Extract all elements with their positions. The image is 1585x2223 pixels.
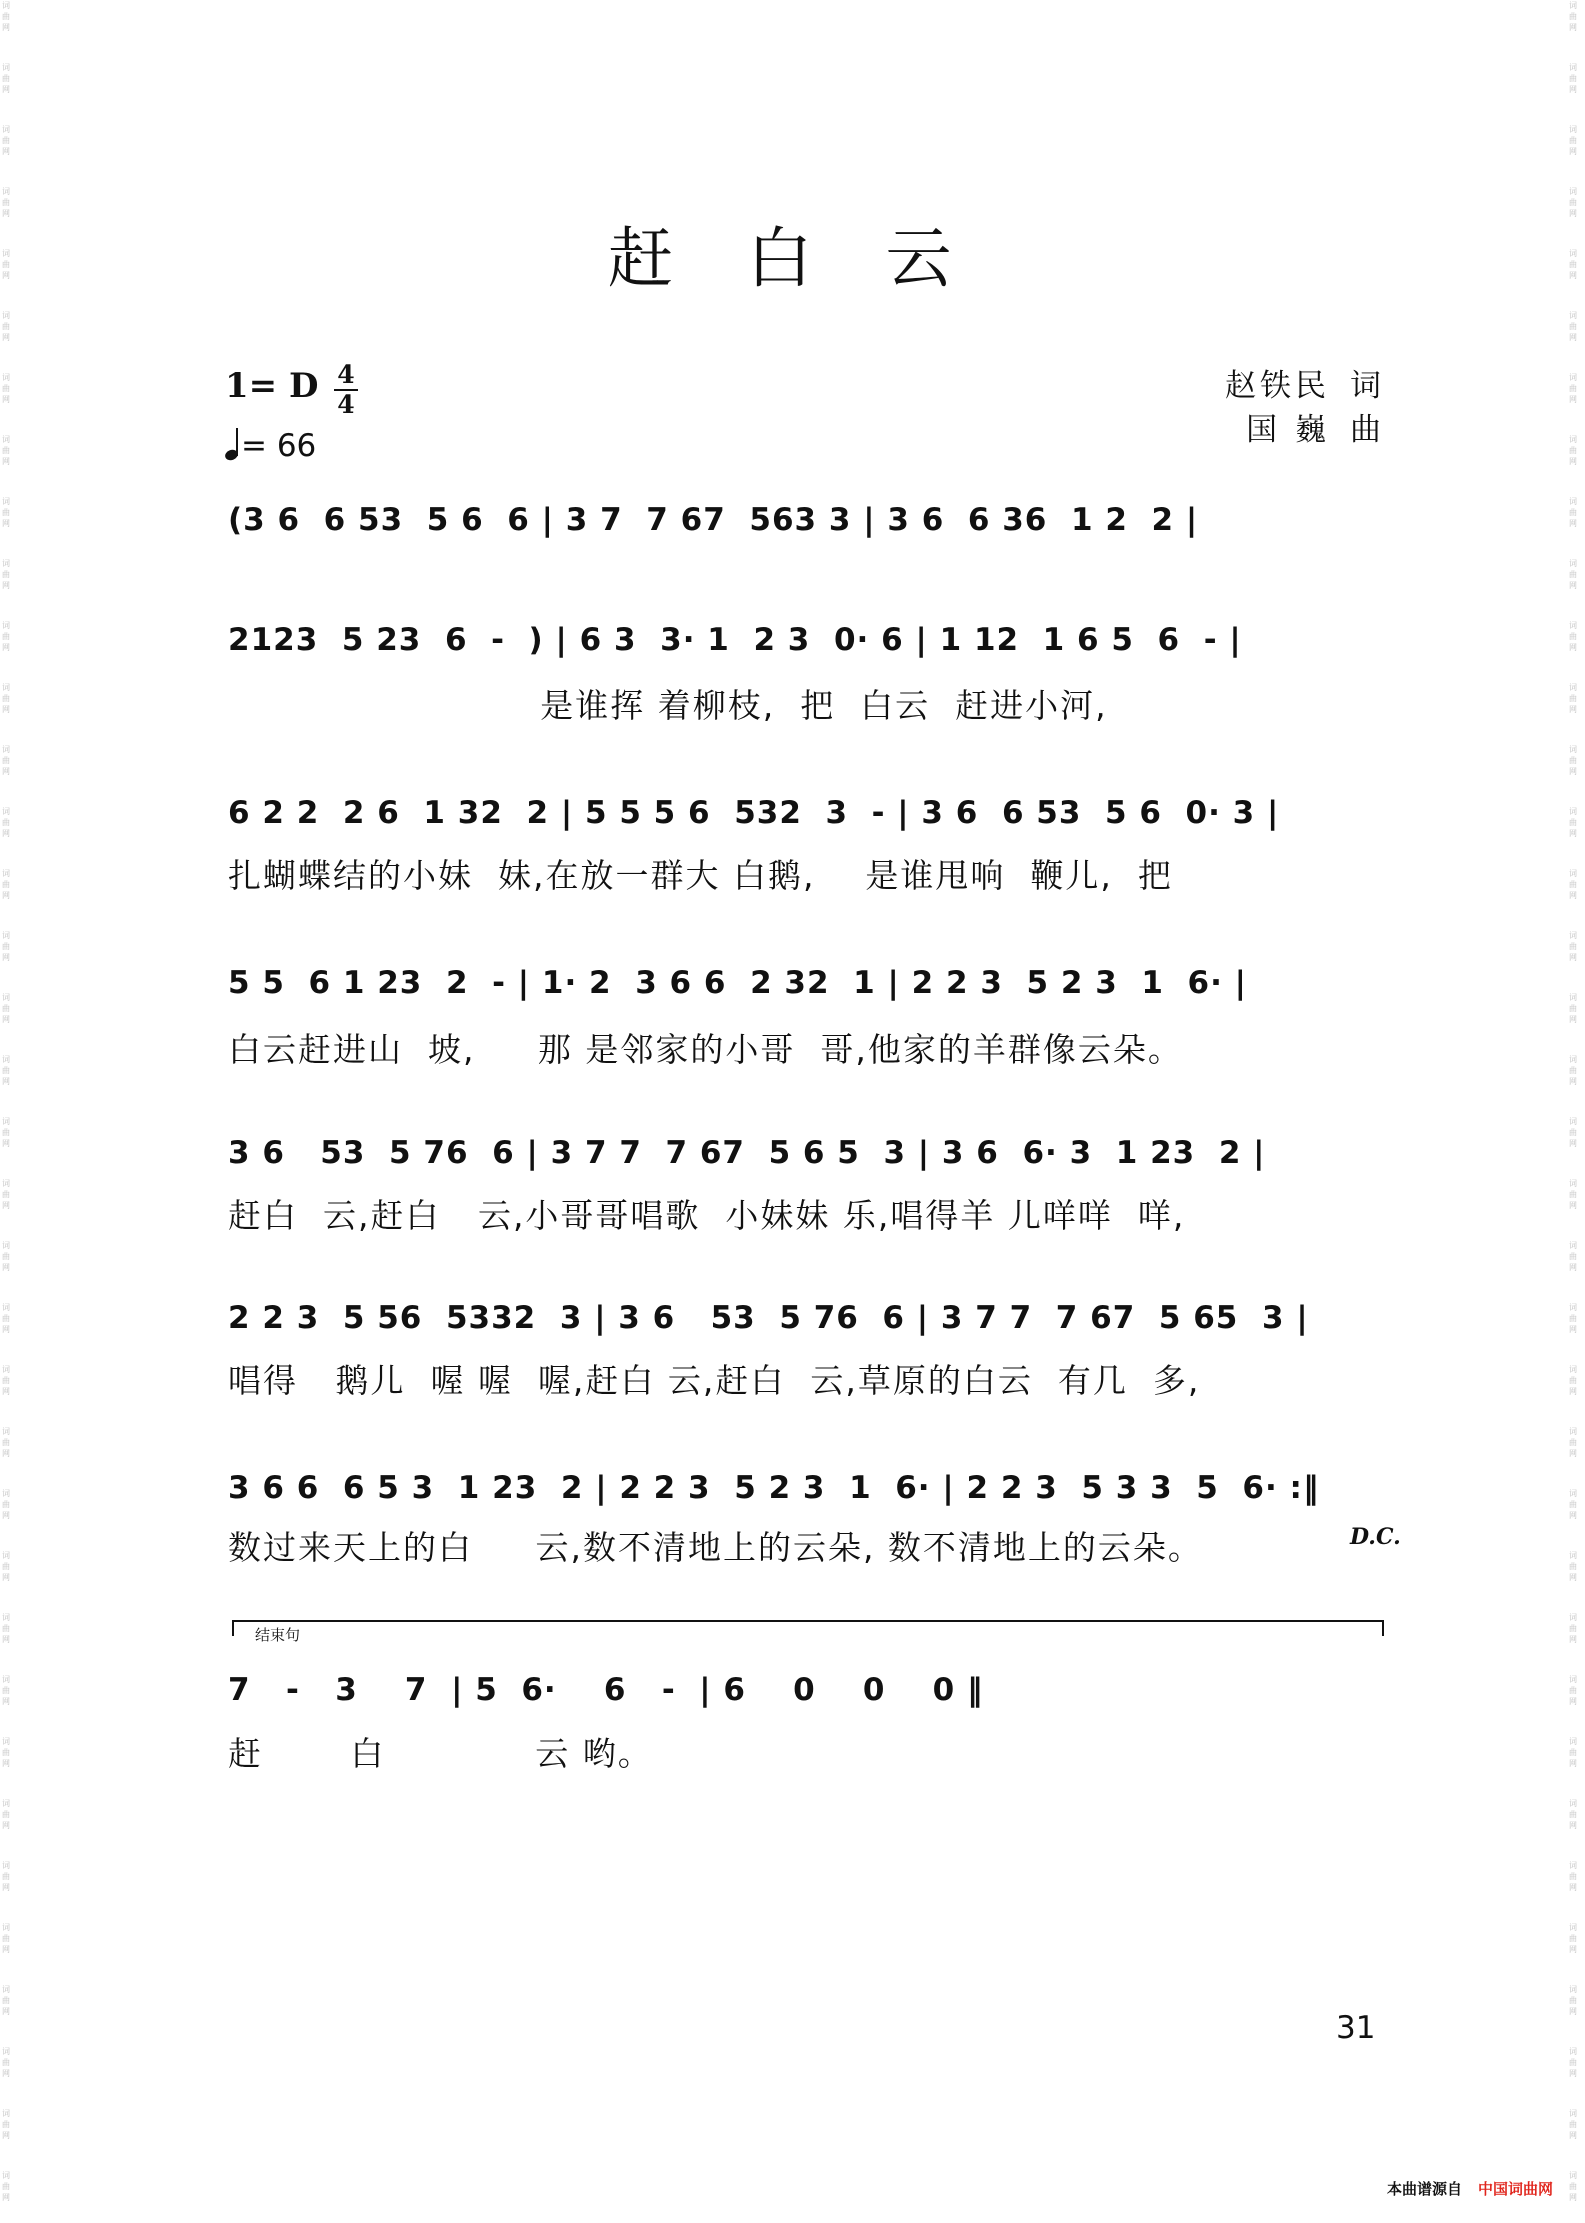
lyricist-name: 赵铁民 — [1225, 368, 1330, 404]
watermark-text: 词曲网 — [1569, 1303, 1577, 1334]
page-number: 31 — [1336, 2010, 1376, 2046]
watermark-text: 词曲网 — [1569, 1117, 1577, 1148]
watermark-text: 词曲网 — [2, 373, 10, 404]
watermark-text: 词曲网 — [1569, 187, 1577, 218]
watermark-text: 词曲网 — [2, 1427, 10, 1458]
lyrics-row-2: 是谁挥 着柳枝, 把 白云 赶进小河, — [228, 686, 1108, 725]
composer-line — [1225, 408, 1385, 452]
watermark-text: 词曲网 — [2, 1613, 10, 1644]
watermark-text: 词曲网 — [1569, 621, 1577, 652]
watermark-text: 词曲网 — [2, 63, 10, 94]
notation-row-8: 7 - 3 7 | 5 6· 6 - | 6 0 0 0 ‖ — [228, 1672, 984, 1708]
watermark-text: 词曲网 — [1569, 1675, 1577, 1706]
coda-label: 结束句 — [255, 1626, 301, 1644]
credits — [1225, 364, 1385, 452]
footer-source: 本曲谱源自 — [1386, 2180, 1462, 2198]
watermark-text: 词曲网 — [1569, 807, 1577, 838]
watermark-text: 词曲网 — [2, 1365, 10, 1396]
watermark-text: 词曲网 — [2, 311, 10, 342]
quarter-note-icon — [225, 426, 241, 462]
watermark-text: 词曲网 — [2, 1985, 10, 2016]
watermark-text: 词曲网 — [1569, 2109, 1577, 2140]
watermark-text: 词曲网 — [2, 2171, 10, 2202]
watermark-text: 词曲网 — [2, 869, 10, 900]
watermark-text: 词曲网 — [1569, 559, 1577, 590]
coda-bracket — [232, 1620, 1384, 1636]
watermark-text: 词曲网 — [1569, 993, 1577, 1024]
watermark-text: 词曲网 — [2, 993, 10, 1024]
lyricist-role: 词 — [1350, 368, 1385, 404]
composer-role: 曲 — [1350, 412, 1385, 448]
watermark-text: 词曲网 — [2, 1, 10, 32]
watermark-text: 词曲网 — [1569, 435, 1577, 466]
notation-row-5: 3 6 53 5 76 6 | 3 7 7 7 67 5 6 5 3 | 3 6 6· 3 1 23 2 | — [228, 1135, 1266, 1171]
time-signature-top: 4 — [337, 360, 355, 389]
watermark-text: 词曲网 — [2, 249, 10, 280]
watermark-text: 词曲网 — [1569, 1427, 1577, 1458]
watermark-text: 词曲网 — [1569, 2171, 1577, 2202]
watermark-text: 词曲网 — [2, 1923, 10, 1954]
watermark-left — [2, 0, 16, 2223]
watermark-text: 词曲网 — [2, 745, 10, 776]
watermark-text: 词曲网 — [2, 1551, 10, 1582]
watermark-text: 词曲网 — [1569, 1799, 1577, 1830]
watermark-text: 词曲网 — [1569, 1861, 1577, 1892]
watermark-text: 词曲网 — [1569, 1489, 1577, 1520]
watermark-text: 词曲网 — [2, 1737, 10, 1768]
watermark-text: 词曲网 — [2, 1861, 10, 1892]
lyrics-row-3: 扎蝴蝶结的小妹 妹,在放一群大 白鹅, 是谁甩响 鞭儿, 把 — [228, 856, 1173, 895]
watermark-text: 词曲网 — [1569, 1, 1577, 32]
watermark-text: 词曲网 — [1569, 1737, 1577, 1768]
watermark-text: 词曲网 — [1569, 1923, 1577, 1954]
watermark-text: 词曲网 — [2, 125, 10, 156]
lyrics-row-4: 白云赶进山 坡, 那 是邻家的小哥 哥,他家的羊群像云朵。 — [228, 1030, 1183, 1069]
lyricist-line — [1225, 364, 1385, 408]
notation-row-3: 6 2 2 2 6 1 32 2 | 5 5 5 6 532 3 - | 3 6 6 53 5 6 0· 3 | — [228, 795, 1280, 831]
lyrics-row-5: 赶白 云,赶白 云,小哥哥唱歌 小妹妹 乐,唱得羊 儿咩咩 咩, — [228, 1196, 1186, 1235]
watermark-text: 词曲网 — [2, 1675, 10, 1706]
watermark-text: 词曲网 — [1569, 931, 1577, 962]
watermark-text: 词曲网 — [1569, 1613, 1577, 1644]
lyrics-row-8: 赶 白 云 哟。 — [228, 1734, 653, 1773]
watermark-text: 词曲网 — [2, 621, 10, 652]
watermark-text: 词曲网 — [2, 187, 10, 218]
watermark-text: 词曲网 — [2, 1055, 10, 1086]
watermark-text: 词曲网 — [2, 1241, 10, 1272]
time-signature — [334, 362, 358, 418]
lyrics-row-7: 数过来天上的白 云,数不清地上的云朵, 数不清地上的云朵。 — [228, 1528, 1203, 1567]
watermark-text: 词曲网 — [2, 435, 10, 466]
composer-name: 国 巍 — [1246, 412, 1330, 448]
notation-row-6: 2 2 3 5 56 5332 3 | 3 6 53 5 76 6 | 3 7 7 7 67 5 65 3 | — [228, 1300, 1309, 1336]
notation-row-4: 5 5 6 1 23 2 - | 1· 2 3 6 6 2 32 1 | 2 2 3 5 2 3 1 6· | — [228, 965, 1248, 1001]
watermark-text: 词曲网 — [2, 1799, 10, 1830]
watermark-text: 词曲网 — [2, 1179, 10, 1210]
watermark-text: 词曲网 — [2, 1303, 10, 1334]
watermark-text: 词曲网 — [1569, 1055, 1577, 1086]
tempo-marking — [225, 426, 316, 464]
watermark-text: 词曲网 — [1569, 311, 1577, 342]
watermark-text: 词曲网 — [1569, 63, 1577, 94]
footer-brand: 中国词曲网 — [1477, 2180, 1553, 2198]
watermark-text: 词曲网 — [1569, 1365, 1577, 1396]
watermark-text: 词曲网 — [2, 2109, 10, 2140]
watermark-text: 词曲网 — [2, 497, 10, 528]
watermark-text: 词曲网 — [2, 1489, 10, 1520]
watermark-text: 词曲网 — [1569, 373, 1577, 404]
watermark-text: 词曲网 — [2, 1117, 10, 1148]
watermark-text: 词曲网 — [1569, 1179, 1577, 1210]
watermark-text: 词曲网 — [1569, 497, 1577, 528]
watermark-text: 词曲网 — [1569, 249, 1577, 280]
watermark-text: 词曲网 — [1569, 1551, 1577, 1582]
watermark-text: 词曲网 — [2, 2047, 10, 2078]
lyrics-row-6: 唱得 鹅儿 喔 喔 喔,赶白 云,赶白 云,草原的白云 有几 多, — [228, 1361, 1201, 1400]
watermark-text: 词曲网 — [1569, 1985, 1577, 2016]
watermark-text: 词曲网 — [1569, 683, 1577, 714]
tempo-value: = 66 — [241, 428, 317, 464]
notation-row-1: (3 6 6 53 5 6 6 | 3 7 7 67 563 3 | 3 6 6 36 1 2 2 | — [228, 502, 1199, 538]
key-signature: 1= D — [225, 366, 319, 406]
watermark-text: 词曲网 — [2, 931, 10, 962]
watermark-text: 词曲网 — [1569, 869, 1577, 900]
watermark-text: 词曲网 — [1569, 125, 1577, 156]
watermark-text: 词曲网 — [2, 559, 10, 590]
watermark-text: 词曲网 — [1569, 1241, 1577, 1272]
da-capo-marking: D.C. — [1350, 1524, 1401, 1550]
footer-credit — [1387, 2178, 1553, 2199]
watermark-text: 词曲网 — [2, 807, 10, 838]
watermark-text: 词曲网 — [1569, 745, 1577, 776]
time-signature-bottom: 4 — [337, 390, 355, 419]
notation-row-7: 3 6 6 6 5 3 1 23 2 | 2 2 3 5 2 3 1 6· | 2 2 3 5 3 3 5 6· :‖ — [228, 1470, 1320, 1506]
notation-row-2: 2123 5 23 6 - ) | 6 3 3· 1 2 3 0· 6 | 1 12 1 6 5 6 - | — [228, 622, 1242, 658]
watermark-right — [1569, 0, 1583, 2223]
watermark-text: 词曲网 — [1569, 2047, 1577, 2078]
watermark-text: 词曲网 — [2, 683, 10, 714]
song-title: 赶 白 云 — [607, 220, 978, 297]
